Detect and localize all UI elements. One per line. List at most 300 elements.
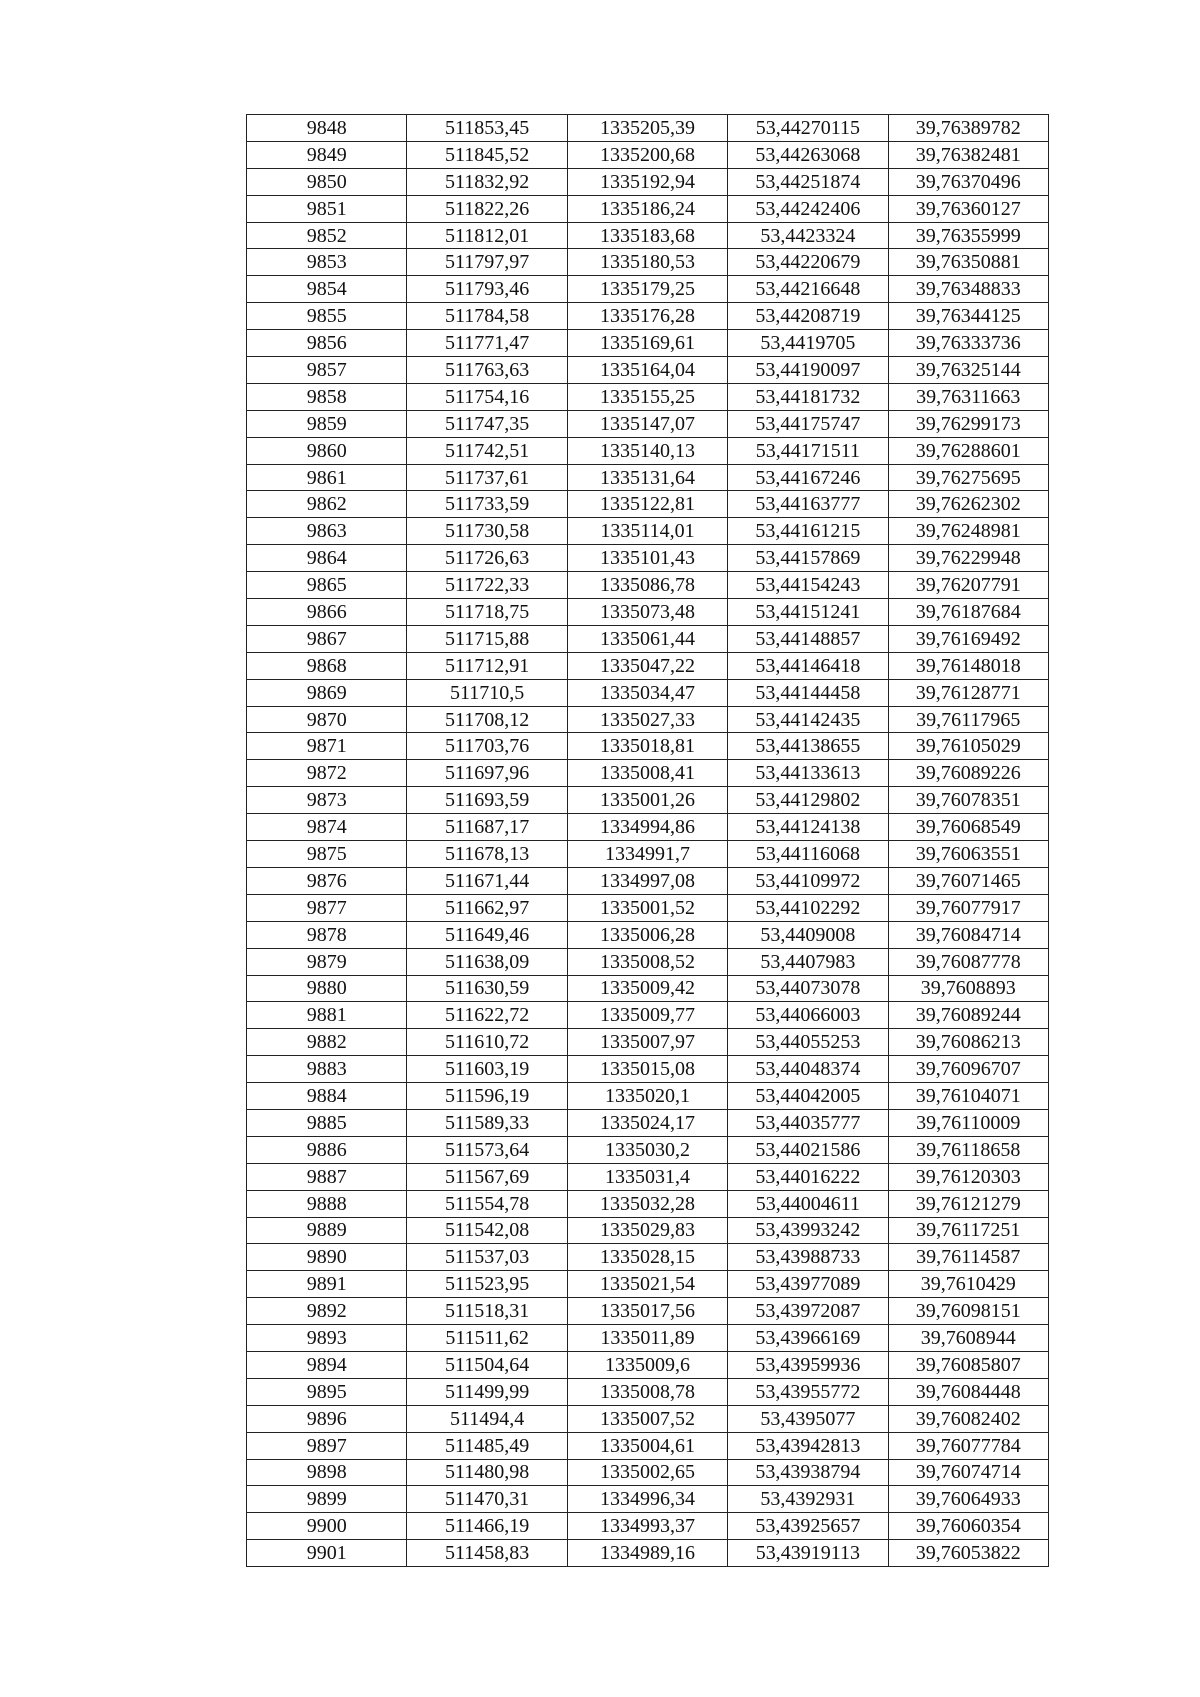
table-row	[247, 1190, 1049, 1217]
point-number-cell: 9863	[247, 518, 407, 545]
y-coordinate-cell: 1335140,13	[567, 437, 727, 464]
table-row	[247, 599, 1049, 626]
y-coordinate-cell: 1335032,28	[567, 1190, 727, 1217]
longitude-cell: 39,76344125	[888, 303, 1048, 330]
x-coordinate-cell: 511715,88	[407, 625, 567, 652]
y-coordinate-cell: 1335011,89	[567, 1325, 727, 1352]
latitude-cell: 53,4423324	[728, 222, 888, 249]
x-coordinate-cell: 511771,47	[407, 330, 567, 357]
x-coordinate-cell: 511470,31	[407, 1486, 567, 1513]
latitude-cell: 53,44208719	[728, 303, 888, 330]
x-coordinate-cell: 511784,58	[407, 303, 567, 330]
x-coordinate-cell: 511671,44	[407, 867, 567, 894]
y-coordinate-cell: 1335131,64	[567, 464, 727, 491]
table-row	[247, 1083, 1049, 1110]
longitude-cell: 39,76355999	[888, 222, 1048, 249]
table-row	[247, 1298, 1049, 1325]
y-coordinate-cell: 1335169,61	[567, 330, 727, 357]
longitude-cell: 39,76074714	[888, 1459, 1048, 1486]
latitude-cell: 53,44102292	[728, 894, 888, 921]
y-coordinate-cell: 1335021,54	[567, 1271, 727, 1298]
table-row	[247, 652, 1049, 679]
table-row	[247, 625, 1049, 652]
latitude-cell: 53,4392931	[728, 1486, 888, 1513]
latitude-cell: 53,44109972	[728, 867, 888, 894]
longitude-cell: 39,76053822	[888, 1540, 1048, 1567]
longitude-cell: 39,76311663	[888, 383, 1048, 410]
y-coordinate-cell: 1335001,52	[567, 894, 727, 921]
latitude-cell: 53,44073078	[728, 975, 888, 1002]
x-coordinate-cell: 511693,59	[407, 787, 567, 814]
table-row	[247, 249, 1049, 276]
latitude-cell: 53,44133613	[728, 760, 888, 787]
x-coordinate-cell: 511466,19	[407, 1513, 567, 1540]
point-number-cell: 9878	[247, 921, 407, 948]
table-row	[247, 787, 1049, 814]
latitude-cell: 53,44142435	[728, 706, 888, 733]
x-coordinate-cell: 511793,46	[407, 276, 567, 303]
x-coordinate-cell: 511494,4	[407, 1405, 567, 1432]
longitude-cell: 39,76105029	[888, 733, 1048, 760]
longitude-cell: 39,76207791	[888, 572, 1048, 599]
y-coordinate-cell: 1334991,7	[567, 841, 727, 868]
latitude-cell: 53,44042005	[728, 1083, 888, 1110]
table-row	[247, 168, 1049, 195]
x-coordinate-cell: 511697,96	[407, 760, 567, 787]
point-number-cell: 9853	[247, 249, 407, 276]
longitude-cell: 39,76299173	[888, 410, 1048, 437]
table-row	[247, 383, 1049, 410]
latitude-cell: 53,43938794	[728, 1459, 888, 1486]
x-coordinate-cell: 511730,58	[407, 518, 567, 545]
longitude-cell: 39,76082402	[888, 1405, 1048, 1432]
point-number-cell: 9883	[247, 1056, 407, 1083]
longitude-cell: 39,7608893	[888, 975, 1048, 1002]
point-number-cell: 9898	[247, 1459, 407, 1486]
table-row	[247, 1136, 1049, 1163]
point-number-cell: 9850	[247, 168, 407, 195]
longitude-cell: 39,76117965	[888, 706, 1048, 733]
longitude-cell: 39,76169492	[888, 625, 1048, 652]
longitude-cell: 39,76389782	[888, 115, 1048, 142]
table-row	[247, 491, 1049, 518]
point-number-cell: 9864	[247, 545, 407, 572]
table-row	[247, 814, 1049, 841]
longitude-cell: 39,76084714	[888, 921, 1048, 948]
latitude-cell: 53,44163777	[728, 491, 888, 518]
latitude-cell: 53,44151241	[728, 599, 888, 626]
x-coordinate-cell: 511518,31	[407, 1298, 567, 1325]
latitude-cell: 53,44157869	[728, 545, 888, 572]
table-row	[247, 706, 1049, 733]
longitude-cell: 39,76288601	[888, 437, 1048, 464]
point-number-cell: 9890	[247, 1244, 407, 1271]
table-row	[247, 1002, 1049, 1029]
latitude-cell: 53,44181732	[728, 383, 888, 410]
coordinates-table-body	[247, 115, 1049, 1567]
latitude-cell: 53,43988733	[728, 1244, 888, 1271]
point-number-cell: 9889	[247, 1217, 407, 1244]
point-number-cell: 9897	[247, 1432, 407, 1459]
y-coordinate-cell: 1335020,1	[567, 1083, 727, 1110]
y-coordinate-cell: 1335155,25	[567, 383, 727, 410]
table-row	[247, 1056, 1049, 1083]
latitude-cell: 53,44066003	[728, 1002, 888, 1029]
latitude-cell: 53,43955772	[728, 1378, 888, 1405]
x-coordinate-cell: 511733,59	[407, 491, 567, 518]
latitude-cell: 53,44167246	[728, 464, 888, 491]
y-coordinate-cell: 1335086,78	[567, 572, 727, 599]
x-coordinate-cell: 511742,51	[407, 437, 567, 464]
latitude-cell: 53,44129802	[728, 787, 888, 814]
x-coordinate-cell: 511511,62	[407, 1325, 567, 1352]
latitude-cell: 53,44146418	[728, 652, 888, 679]
y-coordinate-cell: 1335061,44	[567, 625, 727, 652]
x-coordinate-cell: 511722,33	[407, 572, 567, 599]
x-coordinate-cell: 511812,01	[407, 222, 567, 249]
x-coordinate-cell: 511485,49	[407, 1432, 567, 1459]
latitude-cell: 53,4409008	[728, 921, 888, 948]
x-coordinate-cell: 511845,52	[407, 141, 567, 168]
x-coordinate-cell: 511703,76	[407, 733, 567, 760]
table-row	[247, 1540, 1049, 1567]
latitude-cell: 53,4419705	[728, 330, 888, 357]
point-number-cell: 9857	[247, 357, 407, 384]
point-number-cell: 9894	[247, 1351, 407, 1378]
point-number-cell: 9871	[247, 733, 407, 760]
x-coordinate-cell: 511708,12	[407, 706, 567, 733]
y-coordinate-cell: 1335073,48	[567, 599, 727, 626]
table-row	[247, 115, 1049, 142]
point-number-cell: 9900	[247, 1513, 407, 1540]
y-coordinate-cell: 1335015,08	[567, 1056, 727, 1083]
y-coordinate-cell: 1335180,53	[567, 249, 727, 276]
point-number-cell: 9852	[247, 222, 407, 249]
point-number-cell: 9860	[247, 437, 407, 464]
table-row	[247, 330, 1049, 357]
y-coordinate-cell: 1335008,41	[567, 760, 727, 787]
point-number-cell: 9882	[247, 1029, 407, 1056]
latitude-cell: 53,44035777	[728, 1109, 888, 1136]
x-coordinate-cell: 511726,63	[407, 545, 567, 572]
longitude-cell: 39,76060354	[888, 1513, 1048, 1540]
point-number-cell: 9856	[247, 330, 407, 357]
y-coordinate-cell: 1335183,68	[567, 222, 727, 249]
table-row	[247, 545, 1049, 572]
table-row	[247, 867, 1049, 894]
y-coordinate-cell: 1335200,68	[567, 141, 727, 168]
x-coordinate-cell: 511662,97	[407, 894, 567, 921]
longitude-cell: 39,7610429	[888, 1271, 1048, 1298]
y-coordinate-cell: 1334994,86	[567, 814, 727, 841]
longitude-cell: 39,76120303	[888, 1163, 1048, 1190]
latitude-cell: 53,44263068	[728, 141, 888, 168]
table-row	[247, 948, 1049, 975]
point-number-cell: 9877	[247, 894, 407, 921]
table-row	[247, 195, 1049, 222]
x-coordinate-cell: 511610,72	[407, 1029, 567, 1056]
point-number-cell: 9895	[247, 1378, 407, 1405]
point-number-cell: 9888	[247, 1190, 407, 1217]
point-number-cell: 9874	[247, 814, 407, 841]
latitude-cell: 53,44154243	[728, 572, 888, 599]
x-coordinate-cell: 511573,64	[407, 1136, 567, 1163]
point-number-cell: 9858	[247, 383, 407, 410]
table-row	[247, 1217, 1049, 1244]
point-number-cell: 9901	[247, 1540, 407, 1567]
longitude-cell: 39,76089226	[888, 760, 1048, 787]
table-row	[247, 464, 1049, 491]
point-number-cell: 9885	[247, 1109, 407, 1136]
longitude-cell: 39,76089244	[888, 1002, 1048, 1029]
y-coordinate-cell: 1334993,37	[567, 1513, 727, 1540]
y-coordinate-cell: 1335030,2	[567, 1136, 727, 1163]
point-number-cell: 9880	[247, 975, 407, 1002]
point-number-cell: 9866	[247, 599, 407, 626]
point-number-cell: 9868	[247, 652, 407, 679]
latitude-cell: 53,44216648	[728, 276, 888, 303]
table-row	[247, 437, 1049, 464]
point-number-cell: 9867	[247, 625, 407, 652]
point-number-cell: 9881	[247, 1002, 407, 1029]
y-coordinate-cell: 1335186,24	[567, 195, 727, 222]
table-row	[247, 1163, 1049, 1190]
x-coordinate-cell: 511596,19	[407, 1083, 567, 1110]
y-coordinate-cell: 1335018,81	[567, 733, 727, 760]
latitude-cell: 53,44171511	[728, 437, 888, 464]
longitude-cell: 39,76348833	[888, 276, 1048, 303]
point-number-cell: 9869	[247, 679, 407, 706]
y-coordinate-cell: 1335205,39	[567, 115, 727, 142]
y-coordinate-cell: 1335008,78	[567, 1378, 727, 1405]
latitude-cell: 53,44251874	[728, 168, 888, 195]
longitude-cell: 39,76077784	[888, 1432, 1048, 1459]
point-number-cell: 9884	[247, 1083, 407, 1110]
latitude-cell: 53,44270115	[728, 115, 888, 142]
latitude-cell: 53,4395077	[728, 1405, 888, 1432]
x-coordinate-cell: 511499,99	[407, 1378, 567, 1405]
y-coordinate-cell: 1335007,97	[567, 1029, 727, 1056]
x-coordinate-cell: 511504,64	[407, 1351, 567, 1378]
y-coordinate-cell: 1335034,47	[567, 679, 727, 706]
y-coordinate-cell: 1335114,01	[567, 518, 727, 545]
longitude-cell: 39,76114587	[888, 1244, 1048, 1271]
y-coordinate-cell: 1334997,08	[567, 867, 727, 894]
x-coordinate-cell: 511537,03	[407, 1244, 567, 1271]
y-coordinate-cell: 1335101,43	[567, 545, 727, 572]
point-number-cell: 9865	[247, 572, 407, 599]
longitude-cell: 39,76104071	[888, 1083, 1048, 1110]
longitude-cell: 39,76121279	[888, 1190, 1048, 1217]
latitude-cell: 53,44242406	[728, 195, 888, 222]
longitude-cell: 39,76085807	[888, 1351, 1048, 1378]
longitude-cell: 39,76068549	[888, 814, 1048, 841]
latitude-cell: 53,44161215	[728, 518, 888, 545]
x-coordinate-cell: 511622,72	[407, 1002, 567, 1029]
table-row	[247, 276, 1049, 303]
point-number-cell: 9859	[247, 410, 407, 437]
table-row	[247, 1271, 1049, 1298]
latitude-cell: 53,44220679	[728, 249, 888, 276]
point-number-cell: 9876	[247, 867, 407, 894]
x-coordinate-cell: 511797,97	[407, 249, 567, 276]
point-number-cell: 9854	[247, 276, 407, 303]
longitude-cell: 39,76360127	[888, 195, 1048, 222]
x-coordinate-cell: 511638,09	[407, 948, 567, 975]
latitude-cell: 53,43942813	[728, 1432, 888, 1459]
x-coordinate-cell: 511710,5	[407, 679, 567, 706]
x-coordinate-cell: 511678,13	[407, 841, 567, 868]
latitude-cell: 53,44055253	[728, 1029, 888, 1056]
point-number-cell: 9891	[247, 1271, 407, 1298]
y-coordinate-cell: 1335024,17	[567, 1109, 727, 1136]
latitude-cell: 53,43977089	[728, 1271, 888, 1298]
table-row	[247, 518, 1049, 545]
x-coordinate-cell: 511747,35	[407, 410, 567, 437]
latitude-cell: 53,43919113	[728, 1540, 888, 1567]
longitude-cell: 39,76187684	[888, 599, 1048, 626]
longitude-cell: 39,76262302	[888, 491, 1048, 518]
latitude-cell: 53,44190097	[728, 357, 888, 384]
latitude-cell: 53,43972087	[728, 1298, 888, 1325]
x-coordinate-cell: 511567,69	[407, 1163, 567, 1190]
y-coordinate-cell: 1335179,25	[567, 276, 727, 303]
y-coordinate-cell: 1335031,4	[567, 1163, 727, 1190]
table-row	[247, 760, 1049, 787]
latitude-cell: 53,44144458	[728, 679, 888, 706]
point-number-cell: 9870	[247, 706, 407, 733]
x-coordinate-cell: 511630,59	[407, 975, 567, 1002]
point-number-cell: 9896	[247, 1405, 407, 1432]
x-coordinate-cell: 511649,46	[407, 921, 567, 948]
latitude-cell: 53,44016222	[728, 1163, 888, 1190]
longitude-cell: 39,76148018	[888, 652, 1048, 679]
longitude-cell: 39,76128771	[888, 679, 1048, 706]
longitude-cell: 39,76086213	[888, 1029, 1048, 1056]
x-coordinate-cell: 511718,75	[407, 599, 567, 626]
point-number-cell: 9873	[247, 787, 407, 814]
y-coordinate-cell: 1335147,07	[567, 410, 727, 437]
longitude-cell: 39,76325144	[888, 357, 1048, 384]
x-coordinate-cell: 511523,95	[407, 1271, 567, 1298]
latitude-cell: 53,4407983	[728, 948, 888, 975]
y-coordinate-cell: 1335001,26	[567, 787, 727, 814]
x-coordinate-cell: 511712,91	[407, 652, 567, 679]
longitude-cell: 39,76064933	[888, 1486, 1048, 1513]
longitude-cell: 39,76078351	[888, 787, 1048, 814]
table-row	[247, 222, 1049, 249]
longitude-cell: 39,76275695	[888, 464, 1048, 491]
y-coordinate-cell: 1335004,61	[567, 1432, 727, 1459]
table-row	[247, 679, 1049, 706]
y-coordinate-cell: 1335164,04	[567, 357, 727, 384]
longitude-cell: 39,76350881	[888, 249, 1048, 276]
y-coordinate-cell: 1335002,65	[567, 1459, 727, 1486]
table-row	[247, 1029, 1049, 1056]
x-coordinate-cell: 511542,08	[407, 1217, 567, 1244]
latitude-cell: 53,44021586	[728, 1136, 888, 1163]
y-coordinate-cell: 1335009,6	[567, 1351, 727, 1378]
latitude-cell: 53,43966169	[728, 1325, 888, 1352]
x-coordinate-cell: 511763,63	[407, 357, 567, 384]
longitude-cell: 39,76063551	[888, 841, 1048, 868]
y-coordinate-cell: 1334989,16	[567, 1540, 727, 1567]
table-row	[247, 1486, 1049, 1513]
y-coordinate-cell: 1335047,22	[567, 652, 727, 679]
table-row	[247, 1432, 1049, 1459]
longitude-cell: 39,76071465	[888, 867, 1048, 894]
x-coordinate-cell: 511754,16	[407, 383, 567, 410]
longitude-cell: 39,76098151	[888, 1298, 1048, 1325]
latitude-cell: 53,43925657	[728, 1513, 888, 1540]
latitude-cell: 53,44124138	[728, 814, 888, 841]
longitude-cell: 39,76370496	[888, 168, 1048, 195]
point-number-cell: 9855	[247, 303, 407, 330]
point-number-cell: 9849	[247, 141, 407, 168]
table-row	[247, 1405, 1049, 1432]
point-number-cell: 9892	[247, 1298, 407, 1325]
y-coordinate-cell: 1335009,77	[567, 1002, 727, 1029]
y-coordinate-cell: 1335007,52	[567, 1405, 727, 1432]
table-row	[247, 1513, 1049, 1540]
point-number-cell: 9862	[247, 491, 407, 518]
table-row	[247, 894, 1049, 921]
longitude-cell: 39,76077917	[888, 894, 1048, 921]
table-row	[247, 921, 1049, 948]
longitude-cell: 39,76333736	[888, 330, 1048, 357]
y-coordinate-cell: 1335176,28	[567, 303, 727, 330]
latitude-cell: 53,44004611	[728, 1190, 888, 1217]
table-row	[247, 1459, 1049, 1486]
table-row	[247, 303, 1049, 330]
y-coordinate-cell: 1335029,83	[567, 1217, 727, 1244]
table-row	[247, 1244, 1049, 1271]
x-coordinate-cell: 511458,83	[407, 1540, 567, 1567]
y-coordinate-cell: 1335192,94	[567, 168, 727, 195]
longitude-cell: 39,76096707	[888, 1056, 1048, 1083]
point-number-cell: 9887	[247, 1163, 407, 1190]
table-row	[247, 841, 1049, 868]
y-coordinate-cell: 1334996,34	[567, 1486, 727, 1513]
longitude-cell: 39,76229948	[888, 545, 1048, 572]
point-number-cell: 9848	[247, 115, 407, 142]
table-row	[247, 1378, 1049, 1405]
latitude-cell: 53,44048374	[728, 1056, 888, 1083]
latitude-cell: 53,44138655	[728, 733, 888, 760]
point-number-cell: 9879	[247, 948, 407, 975]
x-coordinate-cell: 511589,33	[407, 1109, 567, 1136]
longitude-cell: 39,76248981	[888, 518, 1048, 545]
longitude-cell: 39,76084448	[888, 1378, 1048, 1405]
y-coordinate-cell: 1335006,28	[567, 921, 727, 948]
point-number-cell: 9886	[247, 1136, 407, 1163]
y-coordinate-cell: 1335027,33	[567, 706, 727, 733]
point-number-cell: 9875	[247, 841, 407, 868]
y-coordinate-cell: 1335008,52	[567, 948, 727, 975]
latitude-cell: 53,43959936	[728, 1351, 888, 1378]
y-coordinate-cell: 1335017,56	[567, 1298, 727, 1325]
x-coordinate-cell: 511737,61	[407, 464, 567, 491]
table-row	[247, 141, 1049, 168]
x-coordinate-cell: 511853,45	[407, 115, 567, 142]
latitude-cell: 53,43993242	[728, 1217, 888, 1244]
longitude-cell: 39,76382481	[888, 141, 1048, 168]
longitude-cell: 39,76117251	[888, 1217, 1048, 1244]
table-row	[247, 357, 1049, 384]
x-coordinate-cell: 511822,26	[407, 195, 567, 222]
longitude-cell: 39,76118658	[888, 1136, 1048, 1163]
point-number-cell: 9893	[247, 1325, 407, 1352]
